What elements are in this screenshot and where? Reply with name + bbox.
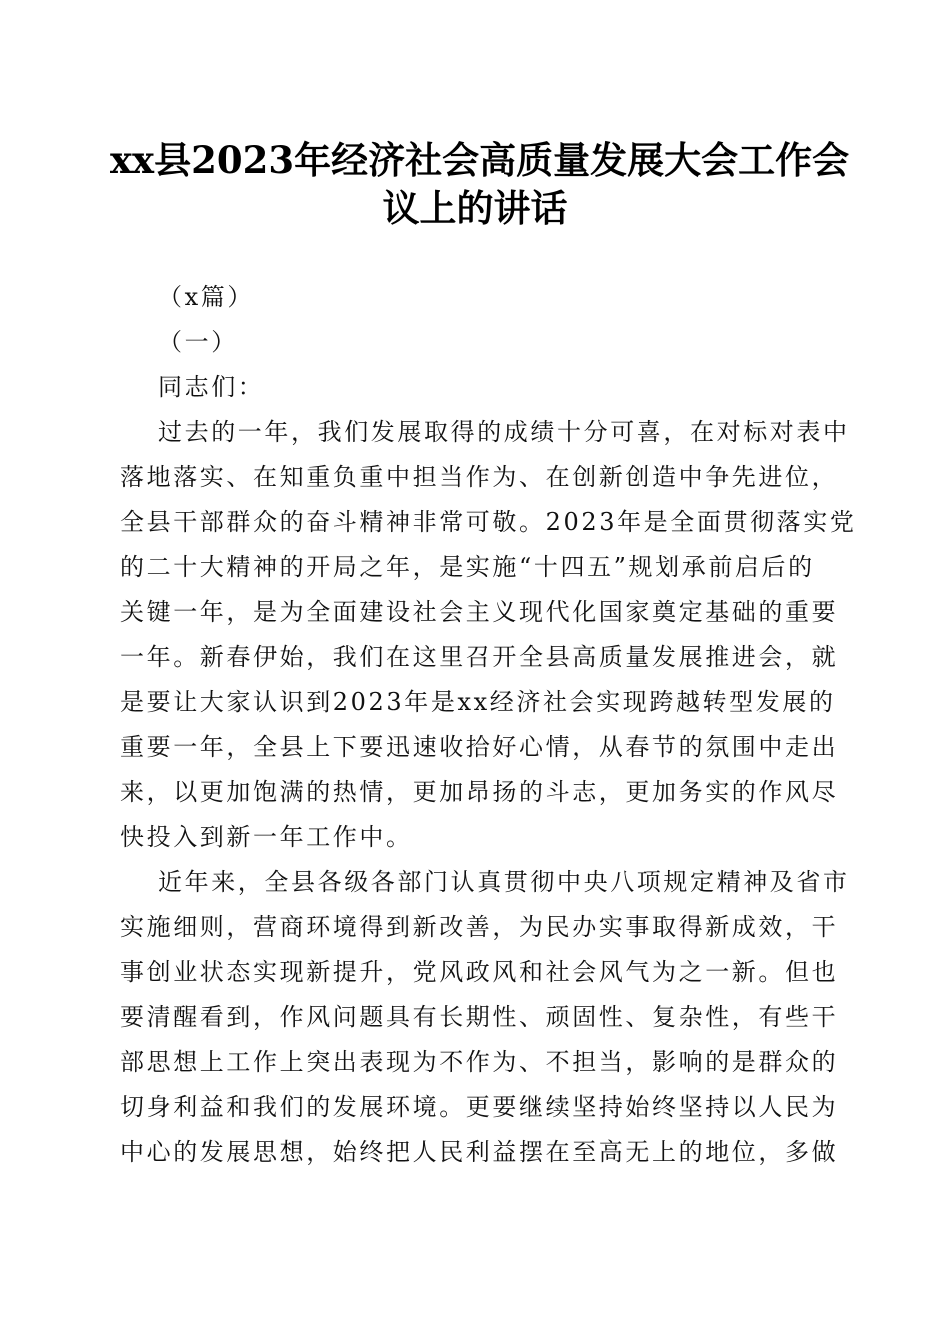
text-line: （x篇） [158,283,254,311]
text-line: 事创业状态实现新提升，党风政风和社会风气为之一新。但也 [120,958,839,986]
text-line: 落地落实、在知重负重中担当作为、在创新创造中争先进位， [120,463,839,491]
document-body [120,275,857,1175]
text-line: 的二十大精神的开局之年，是实施“十四五”规划承前启后的 [120,553,815,581]
text-line: 切身利益和我们的发展环境。更要继续坚持始终坚持以人民为 [120,1093,839,1121]
text-line: 关键一年，是为全面建设社会主义现代化国家奠定基础的重要 [120,598,839,626]
text-line: 要清醒看到，作风问题具有长期性、顽固性、复杂性，有些干 [120,1003,839,1031]
text-line: 是要让大家认识到2023年是xx经济社会实现跨越转型发展的 [120,688,836,716]
text-line: 重要一年，全县上下要迅速收拾好心情，从春节的氛围中走出 [120,733,839,761]
text-line: （一） [158,328,238,356]
text-line: 实施细则，营商环境得到新改善，为民办实事取得新成效，干 [120,913,839,941]
text-line: 来，以更加饱满的热情，更加昂扬的斗志，更加务实的作风尽 [120,778,839,806]
text-line: 部思想上工作上突出表现为不作为、不担当，影响的是群众的 [120,1048,839,1076]
text-line: 近年来，全县各级各部门认真贯彻中央八项规定精神及省市 [158,868,850,896]
text-line: 中心的发展思想，始终把人民利益摆在至高无上的地位，多做 [120,1138,839,1166]
text-line: 同志们： [158,373,265,401]
text-line: 全县干部群众的奋斗精神非常可敬。2023年是全面贯彻落实党 [120,508,857,536]
text-line: 过去的一年，我们发展取得的成绩十分可喜，在对标对表中 [158,418,850,446]
title-line-2: 议上的讲话 [382,186,568,230]
text-line: 一年。新春伊始，我们在这里召开全县高质量发展推进会，就 [120,643,839,671]
text-line: 快投入到新一年工作中。 [120,823,413,851]
document-title [110,136,850,232]
title-line-1: xx县2023年经济社会高质量发展大会工作会 [110,138,850,182]
